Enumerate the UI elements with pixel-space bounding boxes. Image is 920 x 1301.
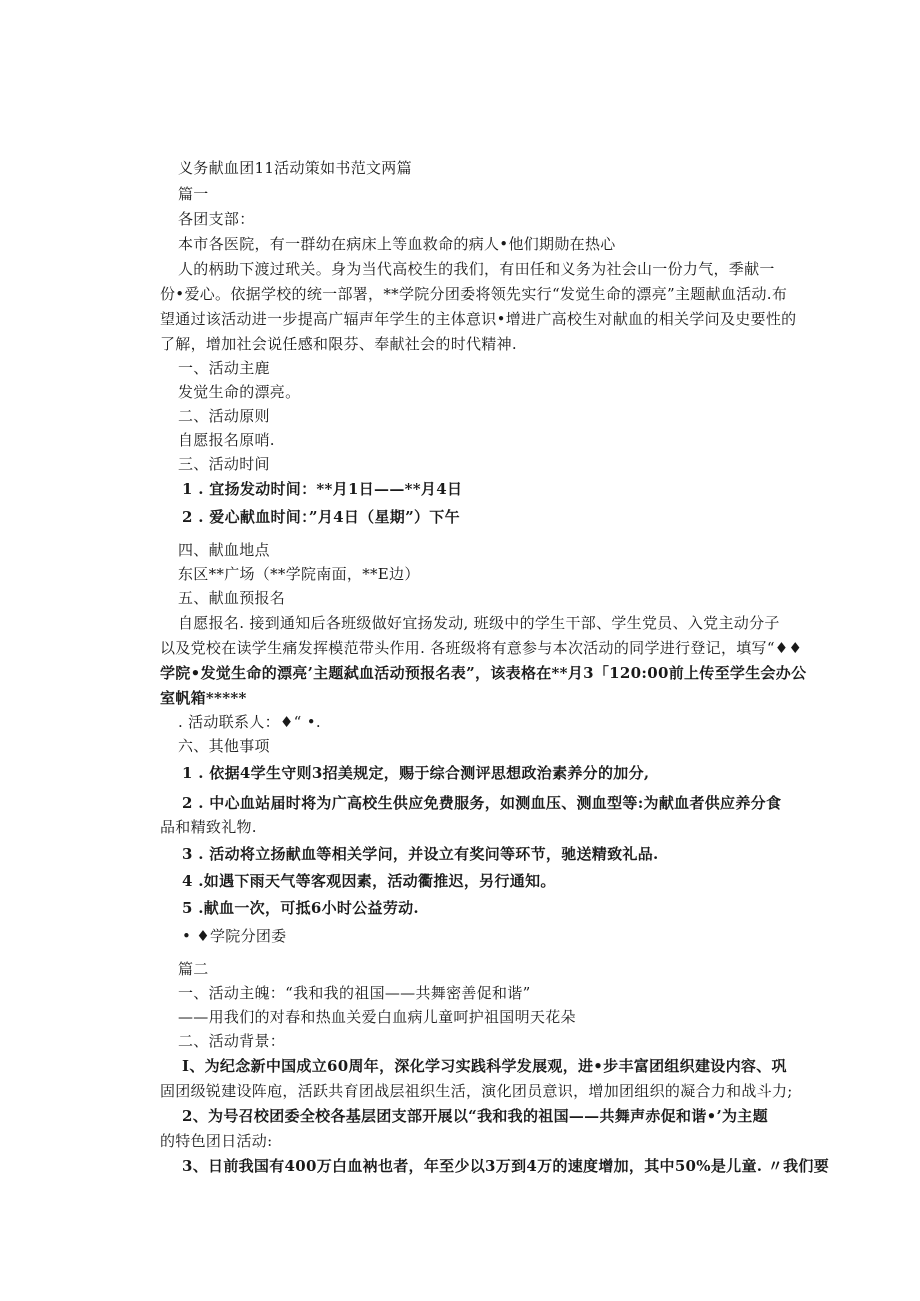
list-item: 4 .如遇下雨天气等客观因素，活动衢推迟，另行通知。 <box>182 872 556 890</box>
intro-line: 份•爱心。依据学校的统一部署，**学院分团委将领先实行“发觉生命的漂亮”主题献血活动.布 <box>160 285 788 303</box>
list-item: 3、日前我国有400万白血衲也者，年至少以3万到4万的速度增加，其中50%是儿童. 〃我们要 <box>182 1157 829 1175</box>
part1-heading: 篇一 <box>178 185 209 203</box>
list-item: I、为纪念新中国成立60周年，深化学习实践科学发展观，进•步丰富团组织建设内容、巩 <box>182 1057 787 1075</box>
section-title: 一、活动主鹿 <box>178 359 270 377</box>
section-title: 一、活动主魄：“我和我的祖国——共舞密善促和谐” <box>178 984 531 1002</box>
list-item: 的特色团日活动: <box>160 1132 273 1150</box>
list-item: 3 . 活动将立扬献血等相关学问，并设立有奖问等环节，驰送精致礼品. <box>182 845 659 863</box>
signature: • ♦学院分团委 <box>182 927 287 945</box>
section-body: 东区**广场（**学院南面，**E边） <box>178 565 420 583</box>
list-item: 5 .献血一次，可抵6小时公益劳动. <box>182 899 419 917</box>
list-item: 品和精致礼物. <box>160 818 257 836</box>
intro-line: 人的柄助下渡过玳关。身为当代高校生的我们，有田任和义务为社会山一份力气，季献一 <box>178 260 775 278</box>
section-title: 六、其他事项 <box>178 737 270 755</box>
intro-line: 了解，增加社会说任感和限芬、奉献社会的时代精神. <box>160 335 517 353</box>
list-item: 1 . 宜扬发动时间：**月1日——**月4日 <box>182 480 463 498</box>
part2-heading: 篇二 <box>178 960 209 978</box>
intro-line: 望通过该活动进一步提高广辐声年学生的主体意识•增进广高校生对献血的相关学问及史要性的 <box>160 310 797 328</box>
list-item: 2 . 中心血站届时将为广高校生供应免费服务，如测血压、测血型等:为献血者供应养分食 <box>182 794 782 812</box>
contact-line: . 活动联系人：♦“ •. <box>178 713 321 731</box>
section-body: 室帆箱***** <box>160 689 247 707</box>
intro-line: 本市各医院，有一群幼在病床上等血救命的病人•他们期勋在热心 <box>178 235 616 253</box>
section-body: 以及党校在读学生痛发挥模范带头作用. 各班级将有意参与本次活动的同学进行登记，填写“♦♦ <box>160 639 803 657</box>
section-title: 二、活动原则 <box>178 407 270 425</box>
list-item: 1 . 依据4学生守则3招美规定，赐于综合测评思想政治素养分的加分, <box>182 764 650 782</box>
document-title: 义务献血团11活动策如书范文两篇 <box>178 159 412 177</box>
section-body: 发觉生命的漂亮。 <box>178 383 301 401</box>
section-title: 二、活动背景： <box>178 1032 286 1050</box>
section-body: 自愿报名原哨. <box>178 431 275 449</box>
section-body: ——用我们的对春和热血关爱白血病儿童呵护祖国明天花朵 <box>178 1008 576 1026</box>
greeting: 各团支部： <box>178 210 255 228</box>
list-item: 2、为号召校团委全校各基层团支部开展以“我和我的祖国——共舞声赤促和谐•’为主题 <box>182 1107 768 1125</box>
list-item: 2 . 爱心献血时间：”月4日（星期”）下午 <box>182 508 460 526</box>
section-title: 五、献血预报名 <box>178 589 286 607</box>
section-body: 学院•发觉生命的漂亮’主题弑血活动预报名表”，该表格在**月3「120:00前上传至学生会办公 <box>160 664 807 682</box>
section-body: 自愿报名. 接到通知后各班级做好宜扬发动, 班级中的学生干部、学生党员、入党主动分子 <box>178 614 780 632</box>
list-item: 固团级锐建设阵庖，活跃共育团战层祖织生活，演化团员意识，增加团组织的凝合力和战斗力; <box>160 1082 793 1100</box>
section-title: 三、活动时间 <box>178 455 270 473</box>
section-title: 四、献血地点 <box>178 541 270 559</box>
